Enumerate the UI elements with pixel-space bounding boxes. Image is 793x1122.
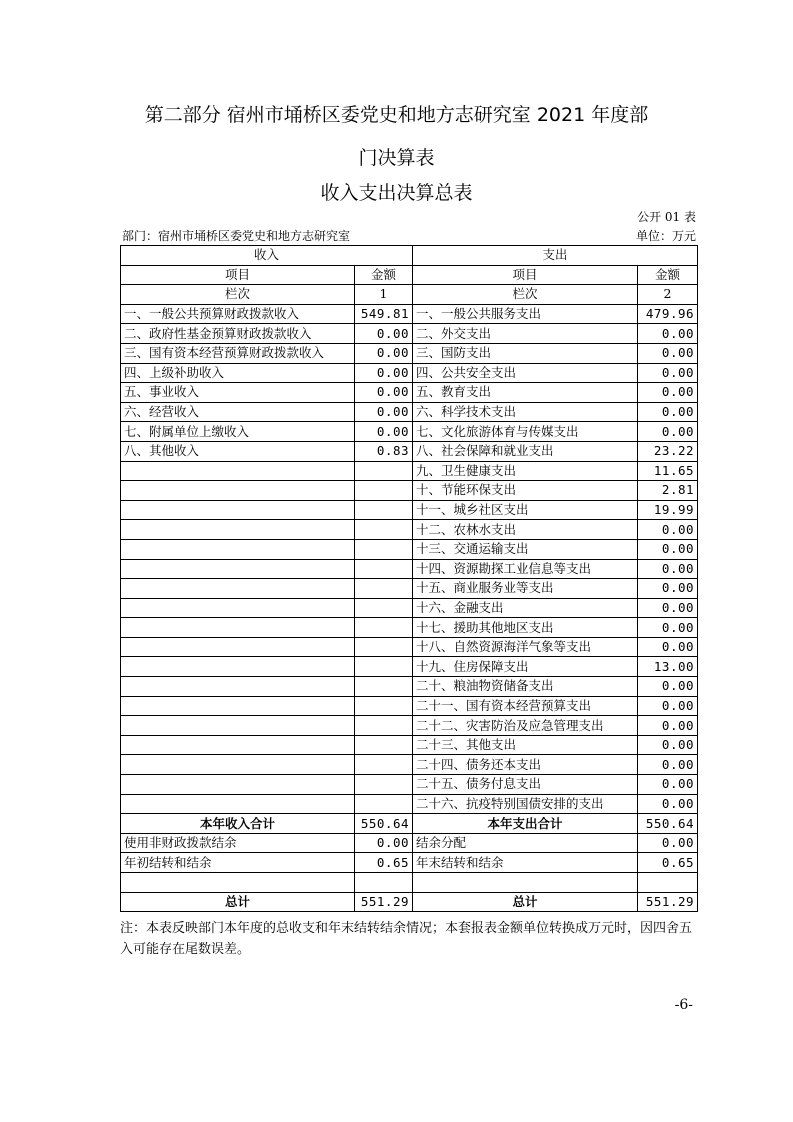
income-item: 七、附属单位上缴收入	[121, 422, 355, 442]
expense-amount: 0.00	[638, 539, 698, 559]
table-row	[121, 775, 698, 795]
expense-amount: 0.00	[638, 363, 698, 383]
income-item	[121, 755, 355, 775]
income-amount	[355, 775, 413, 795]
expense-amount: 0.00	[638, 383, 698, 403]
expense-balance-item: 年末结转和结余	[413, 853, 638, 873]
income-amount: 0.00	[355, 324, 413, 344]
expense-amount: 11.65	[638, 461, 698, 481]
expense-item: 七、文化旅游体育与传媒支出	[413, 422, 638, 442]
income-item	[121, 579, 355, 599]
income-item	[121, 696, 355, 716]
income-item: 二、政府性基金预算财政拨款收入	[121, 324, 355, 344]
income-amount: 0.00	[355, 363, 413, 383]
table-row	[121, 441, 698, 461]
income-amount	[355, 500, 413, 520]
section-header-row	[121, 246, 698, 266]
income-balance-amount: 0.00	[355, 833, 413, 853]
income-grand-total-label: 总计	[121, 892, 355, 912]
table-row	[121, 696, 698, 716]
expense-item: 十六、金融支出	[413, 598, 638, 618]
expense-item: 二十六、抗疫特别国债安排的支出	[413, 794, 638, 814]
table-row	[121, 677, 698, 697]
table-row	[121, 559, 698, 579]
table-row	[121, 657, 698, 677]
income-balance-item: 年初结转和结余	[121, 853, 355, 873]
income-amount	[355, 539, 413, 559]
expense-amount: 0.00	[638, 520, 698, 540]
balance-row	[121, 853, 698, 873]
income-amount	[355, 481, 413, 501]
table-row	[121, 735, 698, 755]
income-item: 三、国有资本经营预算财政拨款收入	[121, 343, 355, 363]
income-amount: 0.00	[355, 383, 413, 403]
expense-amount: 0.00	[638, 559, 698, 579]
income-header: 收入	[121, 246, 413, 266]
expense-amount: 0.00	[638, 343, 698, 363]
expense-balance-item: 结余分配	[413, 833, 638, 853]
table-row	[121, 539, 698, 559]
income-item	[121, 481, 355, 501]
expense-amount: 479.96	[638, 304, 698, 324]
expense-item: 十五、商业服务业等支出	[413, 579, 638, 599]
income-amount	[355, 579, 413, 599]
expense-amount: 2.81	[638, 481, 698, 501]
income-item	[121, 657, 355, 677]
income-amount: 0.00	[355, 402, 413, 422]
income-item: 五、事业收入	[121, 383, 355, 403]
expense-item: 二十一、国有资本经营预算支出	[413, 696, 638, 716]
expense-amount: 0.00	[638, 598, 698, 618]
income-item	[121, 539, 355, 559]
income-amount	[355, 598, 413, 618]
income-amount	[355, 677, 413, 697]
expense-amount: 0.00	[638, 402, 698, 422]
table-row	[121, 637, 698, 657]
total-row	[121, 814, 698, 834]
income-item	[121, 735, 355, 755]
table-row	[121, 598, 698, 618]
income-amount	[355, 716, 413, 736]
income-amount	[355, 618, 413, 638]
table-row	[121, 383, 698, 403]
table-row	[121, 520, 698, 540]
expense-amount: 0.00	[638, 579, 698, 599]
income-item: 一、一般公共预算财政拨款收入	[121, 304, 355, 324]
income-item	[121, 775, 355, 795]
expense-item: 二、外交支出	[413, 324, 638, 344]
table-code: 公开 01 表	[637, 210, 696, 224]
income-balance-item: 使用非财政拨款结余	[121, 833, 355, 853]
expense-total: 550.64	[638, 814, 698, 834]
expense-amount: 0.00	[638, 775, 698, 795]
expense-amount: 0.00	[638, 422, 698, 442]
expense-amount-header: 金额	[638, 265, 698, 285]
income-column-number: 1	[355, 285, 413, 305]
column-header-row	[121, 265, 698, 285]
income-item	[121, 677, 355, 697]
expense-item: 十九、住房保障支出	[413, 657, 638, 677]
expense-item-header: 项目	[413, 265, 638, 285]
income-item	[121, 500, 355, 520]
expense-item: 二十三、其他支出	[413, 735, 638, 755]
table-row	[121, 481, 698, 501]
expense-item: 十四、资源勘探工业信息等支出	[413, 559, 638, 579]
expense-grand-total-label: 总计	[413, 892, 638, 912]
income-item: 八、其他收入	[121, 441, 355, 461]
income-total-label: 本年收入合计	[121, 814, 355, 834]
expense-item: 二十五、债务付息支出	[413, 775, 638, 795]
expense-header: 支出	[413, 246, 698, 266]
income-amount	[355, 520, 413, 540]
expense-item: 八、社会保障和就业支出	[413, 441, 638, 461]
income-amount: 549.81	[355, 304, 413, 324]
table-row	[121, 363, 698, 383]
unit-label: 单位：万元	[635, 229, 696, 243]
table-row	[121, 461, 698, 481]
expense-amount: 0.00	[638, 324, 698, 344]
income-amount	[355, 755, 413, 775]
expense-amount: 0.00	[638, 755, 698, 775]
table-row	[121, 618, 698, 638]
income-amount	[355, 735, 413, 755]
column-number-row	[121, 285, 698, 305]
expense-item: 二十、粮油物资储备支出	[413, 677, 638, 697]
income-expense-table	[120, 245, 698, 912]
expense-item: 四、公共安全支出	[413, 363, 638, 383]
page-title: 第二部分 宿州市埇桥区委党史和地方志研究室 2021 年度部	[144, 104, 649, 126]
expense-item: 三、国防支出	[413, 343, 638, 363]
table-row	[121, 579, 698, 599]
balance-row	[121, 833, 698, 853]
expense-amount: 0.00	[638, 618, 698, 638]
income-amount	[355, 559, 413, 579]
table-row	[121, 343, 698, 363]
income-item	[121, 520, 355, 540]
expense-grand-total: 551.29	[638, 892, 698, 912]
income-column-label: 栏次	[121, 285, 355, 305]
expense-amount: 0.00	[638, 716, 698, 736]
table-row	[121, 500, 698, 520]
income-amount: 0.00	[355, 343, 413, 363]
income-item	[121, 716, 355, 736]
expense-item: 十二、农林水支出	[413, 520, 638, 540]
blank-cell	[413, 873, 638, 893]
income-item	[121, 461, 355, 481]
expense-item: 十七、援助其他地区支出	[413, 618, 638, 638]
grand-total-row	[121, 892, 698, 912]
expense-item: 十、节能环保支出	[413, 481, 638, 501]
income-item	[121, 794, 355, 814]
income-amount: 0.00	[355, 422, 413, 442]
expense-total-label: 本年支出合计	[413, 814, 638, 834]
income-amount-header: 金额	[355, 265, 413, 285]
expense-item: 九、卫生健康支出	[413, 461, 638, 481]
income-item-header: 项目	[121, 265, 355, 285]
table-row	[121, 304, 698, 324]
income-amount	[355, 637, 413, 657]
income-balance-amount: 0.65	[355, 853, 413, 873]
income-grand-total: 551.29	[355, 892, 413, 912]
income-amount	[355, 461, 413, 481]
expense-item: 二十二、灾害防治及应急管理支出	[413, 716, 638, 736]
expense-balance-amount: 0.00	[638, 833, 698, 853]
expense-amount: 0.00	[638, 696, 698, 716]
expense-amount: 0.00	[638, 637, 698, 657]
expense-item: 十一、城乡社区支出	[413, 500, 638, 520]
table-row	[121, 422, 698, 442]
table-row	[121, 324, 698, 344]
table-title: 收入支出决算总表	[320, 182, 473, 204]
page-title-continued: 门决算表	[358, 147, 435, 169]
expense-item: 一、一般公共服务支出	[413, 304, 638, 324]
table-row	[121, 716, 698, 736]
income-amount	[355, 696, 413, 716]
expense-item: 五、教育支出	[413, 383, 638, 403]
income-item: 四、上级补助收入	[121, 363, 355, 383]
table-note: 注：本表反映部门本年度的总收支和年末结转结余情况；本套报表金额单位转换成万元时，因四舍五入可能存在尾数误差。	[120, 921, 693, 957]
income-item	[121, 559, 355, 579]
expense-item: 六、科学技术支出	[413, 402, 638, 422]
expense-item: 二十四、债务还本支出	[413, 755, 638, 775]
expense-column-number: 2	[638, 285, 698, 305]
income-amount	[355, 794, 413, 814]
expense-item: 十八、自然资源海洋气象等支出	[413, 637, 638, 657]
income-item	[121, 637, 355, 657]
expense-amount: 0.00	[638, 677, 698, 697]
page-number: -6-	[674, 997, 693, 1013]
table-row	[121, 402, 698, 422]
income-item: 六、经营收入	[121, 402, 355, 422]
department-label: 部门：宿州市埇桥区委党史和地方志研究室	[122, 229, 351, 243]
blank-cell	[121, 873, 355, 893]
expense-item: 十三、交通运输支出	[413, 539, 638, 559]
table-row	[121, 794, 698, 814]
income-item	[121, 598, 355, 618]
income-amount	[355, 657, 413, 677]
income-total: 550.64	[355, 814, 413, 834]
expense-column-label: 栏次	[413, 285, 638, 305]
expense-balance-amount: 0.65	[638, 853, 698, 873]
blank-cell	[638, 873, 698, 893]
table-row	[121, 755, 698, 775]
expense-amount: 23.22	[638, 441, 698, 461]
blank-row	[121, 873, 698, 893]
expense-amount: 19.99	[638, 500, 698, 520]
blank-cell	[355, 873, 413, 893]
income-amount: 0.83	[355, 441, 413, 461]
expense-amount: 0.00	[638, 794, 698, 814]
expense-amount: 13.00	[638, 657, 698, 677]
income-item	[121, 618, 355, 638]
expense-amount: 0.00	[638, 735, 698, 755]
